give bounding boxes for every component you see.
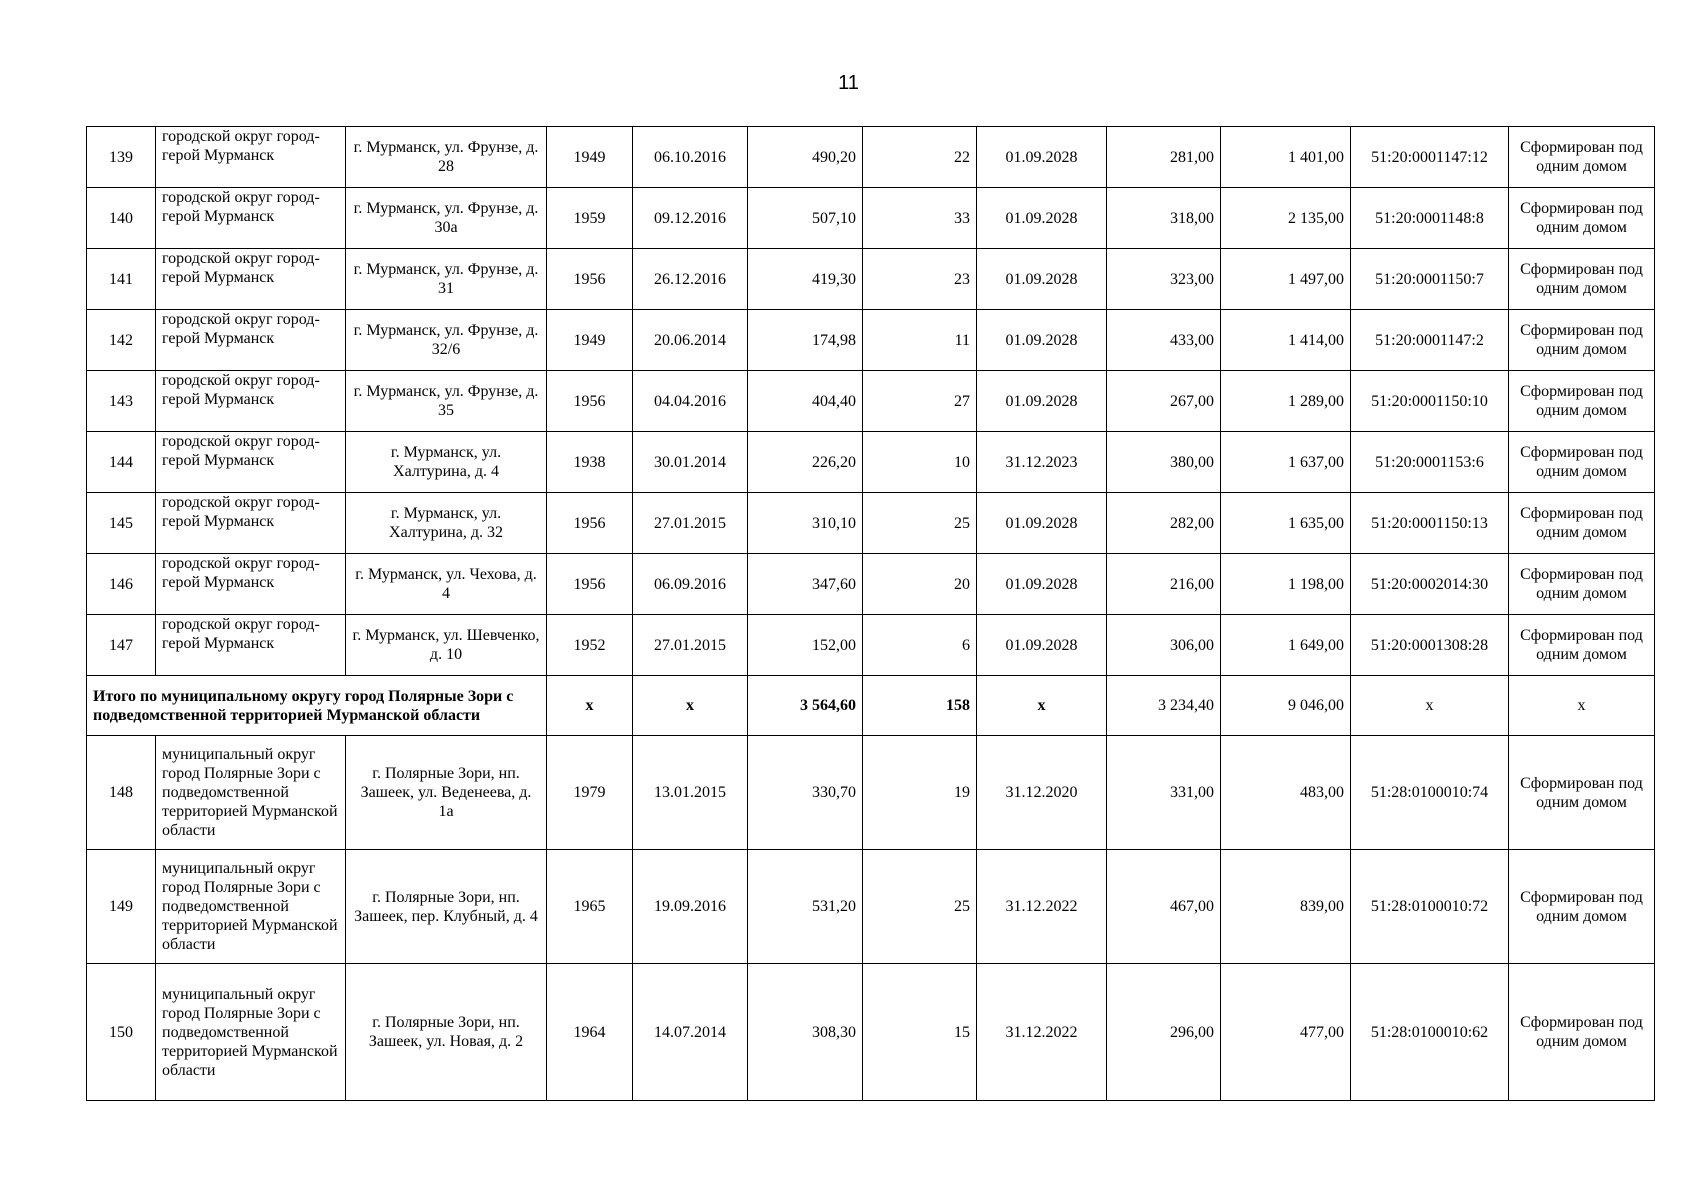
table-row bbox=[87, 188, 1655, 249]
total-value2: 9 046,00 bbox=[1221, 676, 1351, 736]
row-number: 147 bbox=[87, 615, 156, 676]
table-row bbox=[87, 127, 1655, 188]
value2-cell: 1 497,00 bbox=[1221, 249, 1351, 310]
cadastral-number-cell: 51:20:0001150:7 bbox=[1351, 249, 1509, 310]
value1-cell: 467,00 bbox=[1107, 850, 1221, 964]
status-cell: Сформирован под одним домом bbox=[1509, 371, 1655, 432]
date-cell: 09.12.2016 bbox=[633, 188, 748, 249]
deadline-cell: 01.09.2028 bbox=[977, 188, 1107, 249]
address-cell: г. Полярные Зори, нп. Зашеек, пер. Клубный, д. 4 bbox=[346, 850, 547, 964]
year-cell: 1965 bbox=[547, 850, 633, 964]
deadline-cell: 01.09.2028 bbox=[977, 127, 1107, 188]
date-cell: 13.01.2015 bbox=[633, 736, 748, 850]
value1-cell: 318,00 bbox=[1107, 188, 1221, 249]
cadastral-number-cell: 51:20:0002014:30 bbox=[1351, 554, 1509, 615]
table-row bbox=[87, 249, 1655, 310]
value2-cell: 1 414,00 bbox=[1221, 310, 1351, 371]
row-number: 142 bbox=[87, 310, 156, 371]
table-row bbox=[87, 493, 1655, 554]
residents-cell: 6 bbox=[863, 615, 977, 676]
total-residents: 158 bbox=[863, 676, 977, 736]
deadline-cell: 31.12.2020 bbox=[977, 736, 1107, 850]
address-cell: г. Мурманск, ул. Шевченко, д. 10 bbox=[346, 615, 547, 676]
deadline-cell: 31.12.2023 bbox=[977, 432, 1107, 493]
value1-cell: 306,00 bbox=[1107, 615, 1221, 676]
row-number: 145 bbox=[87, 493, 156, 554]
year-cell: 1949 bbox=[547, 310, 633, 371]
municipality-cell: городской округ город-герой Мурманск bbox=[156, 432, 346, 493]
municipality-cell: городской округ город-герой Мурманск bbox=[156, 249, 346, 310]
area-cell: 308,30 bbox=[748, 964, 863, 1101]
status-cell: Сформирован под одним домом bbox=[1509, 554, 1655, 615]
date-cell: 27.01.2015 bbox=[633, 615, 748, 676]
row-number: 144 bbox=[87, 432, 156, 493]
year-cell: 1959 bbox=[547, 188, 633, 249]
area-cell: 226,20 bbox=[748, 432, 863, 493]
address-cell: г. Полярные Зори, нп. Зашеек, ул. Новая, д. 2 bbox=[346, 964, 547, 1101]
value1-cell: 267,00 bbox=[1107, 371, 1221, 432]
address-cell: г. Мурманск, ул. Фрунзе, д. 35 bbox=[346, 371, 547, 432]
value1-cell: 282,00 bbox=[1107, 493, 1221, 554]
value1-cell: 323,00 bbox=[1107, 249, 1221, 310]
deadline-cell: 01.09.2028 bbox=[977, 554, 1107, 615]
residents-cell: 11 bbox=[863, 310, 977, 371]
year-cell: 1949 bbox=[547, 127, 633, 188]
table-row bbox=[87, 736, 1655, 850]
year-cell: 1956 bbox=[547, 554, 633, 615]
address-cell: г. Полярные Зори, нп. Зашеек, ул. Веденеева, д. 1а bbox=[346, 736, 547, 850]
area-cell: 490,20 bbox=[748, 127, 863, 188]
total-row bbox=[87, 676, 1655, 736]
total-cadastral: х bbox=[1351, 676, 1509, 736]
municipality-cell: городской округ город-герой Мурманск bbox=[156, 371, 346, 432]
housing-registry-table bbox=[86, 126, 1655, 1101]
deadline-cell: 01.09.2028 bbox=[977, 615, 1107, 676]
deadline-cell: 31.12.2022 bbox=[977, 850, 1107, 964]
value1-cell: 433,00 bbox=[1107, 310, 1221, 371]
row-number: 149 bbox=[87, 850, 156, 964]
table-row bbox=[87, 850, 1655, 964]
cadastral-number-cell: 51:20:0001150:13 bbox=[1351, 493, 1509, 554]
municipality-cell: муниципальный округ город Полярные Зори с подведомственной территорией Мурманской области bbox=[156, 850, 346, 964]
area-cell: 330,70 bbox=[748, 736, 863, 850]
date-cell: 19.09.2016 bbox=[633, 850, 748, 964]
year-cell: 1964 bbox=[547, 964, 633, 1101]
row-number: 141 bbox=[87, 249, 156, 310]
municipality-cell: городской округ город-герой Мурманск bbox=[156, 615, 346, 676]
residents-cell: 27 bbox=[863, 371, 977, 432]
value1-cell: 281,00 bbox=[1107, 127, 1221, 188]
deadline-cell: 01.09.2028 bbox=[977, 493, 1107, 554]
residents-cell: 15 bbox=[863, 964, 977, 1101]
table-row bbox=[87, 432, 1655, 493]
deadline-cell: 01.09.2028 bbox=[977, 371, 1107, 432]
date-cell: 26.12.2016 bbox=[633, 249, 748, 310]
year-cell: 1956 bbox=[547, 493, 633, 554]
row-number: 150 bbox=[87, 964, 156, 1101]
row-number: 146 bbox=[87, 554, 156, 615]
municipality-cell: городской округ город-герой Мурманск bbox=[156, 127, 346, 188]
total-value1: 3 234,40 bbox=[1107, 676, 1221, 736]
table-row bbox=[87, 964, 1655, 1101]
address-cell: г. Мурманск, ул. Чехова, д. 4 bbox=[346, 554, 547, 615]
value1-cell: 216,00 bbox=[1107, 554, 1221, 615]
value2-cell: 1 401,00 bbox=[1221, 127, 1351, 188]
status-cell: Сформирован под одним домом bbox=[1509, 850, 1655, 964]
status-cell: Сформирован под одним домом bbox=[1509, 432, 1655, 493]
address-cell: г. Мурманск, ул. Фрунзе, д. 31 bbox=[346, 249, 547, 310]
deadline-cell: 31.12.2022 bbox=[977, 964, 1107, 1101]
date-cell: 06.10.2016 bbox=[633, 127, 748, 188]
status-cell: Сформирован под одним домом bbox=[1509, 188, 1655, 249]
date-cell: 30.01.2014 bbox=[633, 432, 748, 493]
value2-cell: 477,00 bbox=[1221, 964, 1351, 1101]
value1-cell: 296,00 bbox=[1107, 964, 1221, 1101]
status-cell: Сформирован под одним домом bbox=[1509, 127, 1655, 188]
area-cell: 507,10 bbox=[748, 188, 863, 249]
row-number: 148 bbox=[87, 736, 156, 850]
total-deadline: х bbox=[977, 676, 1107, 736]
total-date: х bbox=[633, 676, 748, 736]
value2-cell: 2 135,00 bbox=[1221, 188, 1351, 249]
total-year: х bbox=[547, 676, 633, 736]
status-cell: Сформирован под одним домом bbox=[1509, 615, 1655, 676]
cadastral-number-cell: 51:28:0100010:72 bbox=[1351, 850, 1509, 964]
address-cell: г. Мурманск, ул. Халтурина, д. 32 bbox=[346, 493, 547, 554]
table-row bbox=[87, 310, 1655, 371]
date-cell: 20.06.2014 bbox=[633, 310, 748, 371]
value2-cell: 1 649,00 bbox=[1221, 615, 1351, 676]
deadline-cell: 01.09.2028 bbox=[977, 310, 1107, 371]
municipality-cell: городской округ город-герой Мурманск bbox=[156, 493, 346, 554]
row-number: 140 bbox=[87, 188, 156, 249]
residents-cell: 19 bbox=[863, 736, 977, 850]
area-cell: 174,98 bbox=[748, 310, 863, 371]
year-cell: 1938 bbox=[547, 432, 633, 493]
area-cell: 152,00 bbox=[748, 615, 863, 676]
residents-cell: 22 bbox=[863, 127, 977, 188]
municipality-cell: городской округ город-герой Мурманск bbox=[156, 188, 346, 249]
residents-cell: 20 bbox=[863, 554, 977, 615]
total-area: 3 564,60 bbox=[748, 676, 863, 736]
total-label: Итого по муниципальному округу город Полярные Зори с подведомственной территорией Мурманской области bbox=[87, 676, 547, 736]
cadastral-number-cell: 51:20:0001308:28 bbox=[1351, 615, 1509, 676]
municipality-cell: муниципальный округ город Полярные Зори с подведомственной территорией Мурманской области bbox=[156, 964, 346, 1101]
status-cell: Сформирован под одним домом bbox=[1509, 964, 1655, 1101]
row-number: 139 bbox=[87, 127, 156, 188]
value2-cell: 1 289,00 bbox=[1221, 371, 1351, 432]
address-cell: г. Мурманск, ул. Фрунзе, д. 28 bbox=[346, 127, 547, 188]
value2-cell: 1 198,00 bbox=[1221, 554, 1351, 615]
municipality-cell: городской округ город-герой Мурманск bbox=[156, 554, 346, 615]
cadastral-number-cell: 51:20:0001150:10 bbox=[1351, 371, 1509, 432]
cadastral-number-cell: 51:28:0100010:74 bbox=[1351, 736, 1509, 850]
date-cell: 06.09.2016 bbox=[633, 554, 748, 615]
residents-cell: 33 bbox=[863, 188, 977, 249]
year-cell: 1952 bbox=[547, 615, 633, 676]
area-cell: 310,10 bbox=[748, 493, 863, 554]
cadastral-number-cell: 51:20:0001148:8 bbox=[1351, 188, 1509, 249]
date-cell: 04.04.2016 bbox=[633, 371, 748, 432]
cadastral-number-cell: 51:28:0100010:62 bbox=[1351, 964, 1509, 1101]
municipality-cell: муниципальный округ город Полярные Зори с подведомственной территорией Мурманской области bbox=[156, 736, 346, 850]
status-cell: Сформирован под одним домом bbox=[1509, 310, 1655, 371]
area-cell: 419,30 bbox=[748, 249, 863, 310]
status-cell: Сформирован под одним домом bbox=[1509, 493, 1655, 554]
date-cell: 27.01.2015 bbox=[633, 493, 748, 554]
area-cell: 404,40 bbox=[748, 371, 863, 432]
area-cell: 531,20 bbox=[748, 850, 863, 964]
cadastral-number-cell: 51:20:0001153:6 bbox=[1351, 432, 1509, 493]
cadastral-number-cell: 51:20:0001147:12 bbox=[1351, 127, 1509, 188]
address-cell: г. Мурманск, ул. Фрунзе, д. 30а bbox=[346, 188, 547, 249]
residents-cell: 25 bbox=[863, 850, 977, 964]
table-row bbox=[87, 371, 1655, 432]
value1-cell: 380,00 bbox=[1107, 432, 1221, 493]
table-row bbox=[87, 554, 1655, 615]
address-cell: г. Мурманск, ул. Фрунзе, д. 32/6 bbox=[346, 310, 547, 371]
year-cell: 1956 bbox=[547, 371, 633, 432]
table-row bbox=[87, 615, 1655, 676]
residents-cell: 25 bbox=[863, 493, 977, 554]
date-cell: 14.07.2014 bbox=[633, 964, 748, 1101]
row-number: 143 bbox=[87, 371, 156, 432]
address-cell: г. Мурманск, ул. Халтурина, д. 4 bbox=[346, 432, 547, 493]
status-cell: Сформирован под одним домом bbox=[1509, 249, 1655, 310]
municipality-cell: городской округ город-герой Мурманск bbox=[156, 310, 346, 371]
year-cell: 1979 bbox=[547, 736, 633, 850]
status-cell: Сформирован под одним домом bbox=[1509, 736, 1655, 850]
residents-cell: 23 bbox=[863, 249, 977, 310]
residents-cell: 10 bbox=[863, 432, 977, 493]
total-status: х bbox=[1509, 676, 1655, 736]
value2-cell: 839,00 bbox=[1221, 850, 1351, 964]
value2-cell: 1 635,00 bbox=[1221, 493, 1351, 554]
value2-cell: 1 637,00 bbox=[1221, 432, 1351, 493]
page-number: 11 bbox=[838, 72, 859, 94]
deadline-cell: 01.09.2028 bbox=[977, 249, 1107, 310]
cadastral-number-cell: 51:20:0001147:2 bbox=[1351, 310, 1509, 371]
value1-cell: 331,00 bbox=[1107, 736, 1221, 850]
year-cell: 1956 bbox=[547, 249, 633, 310]
area-cell: 347,60 bbox=[748, 554, 863, 615]
value2-cell: 483,00 bbox=[1221, 736, 1351, 850]
